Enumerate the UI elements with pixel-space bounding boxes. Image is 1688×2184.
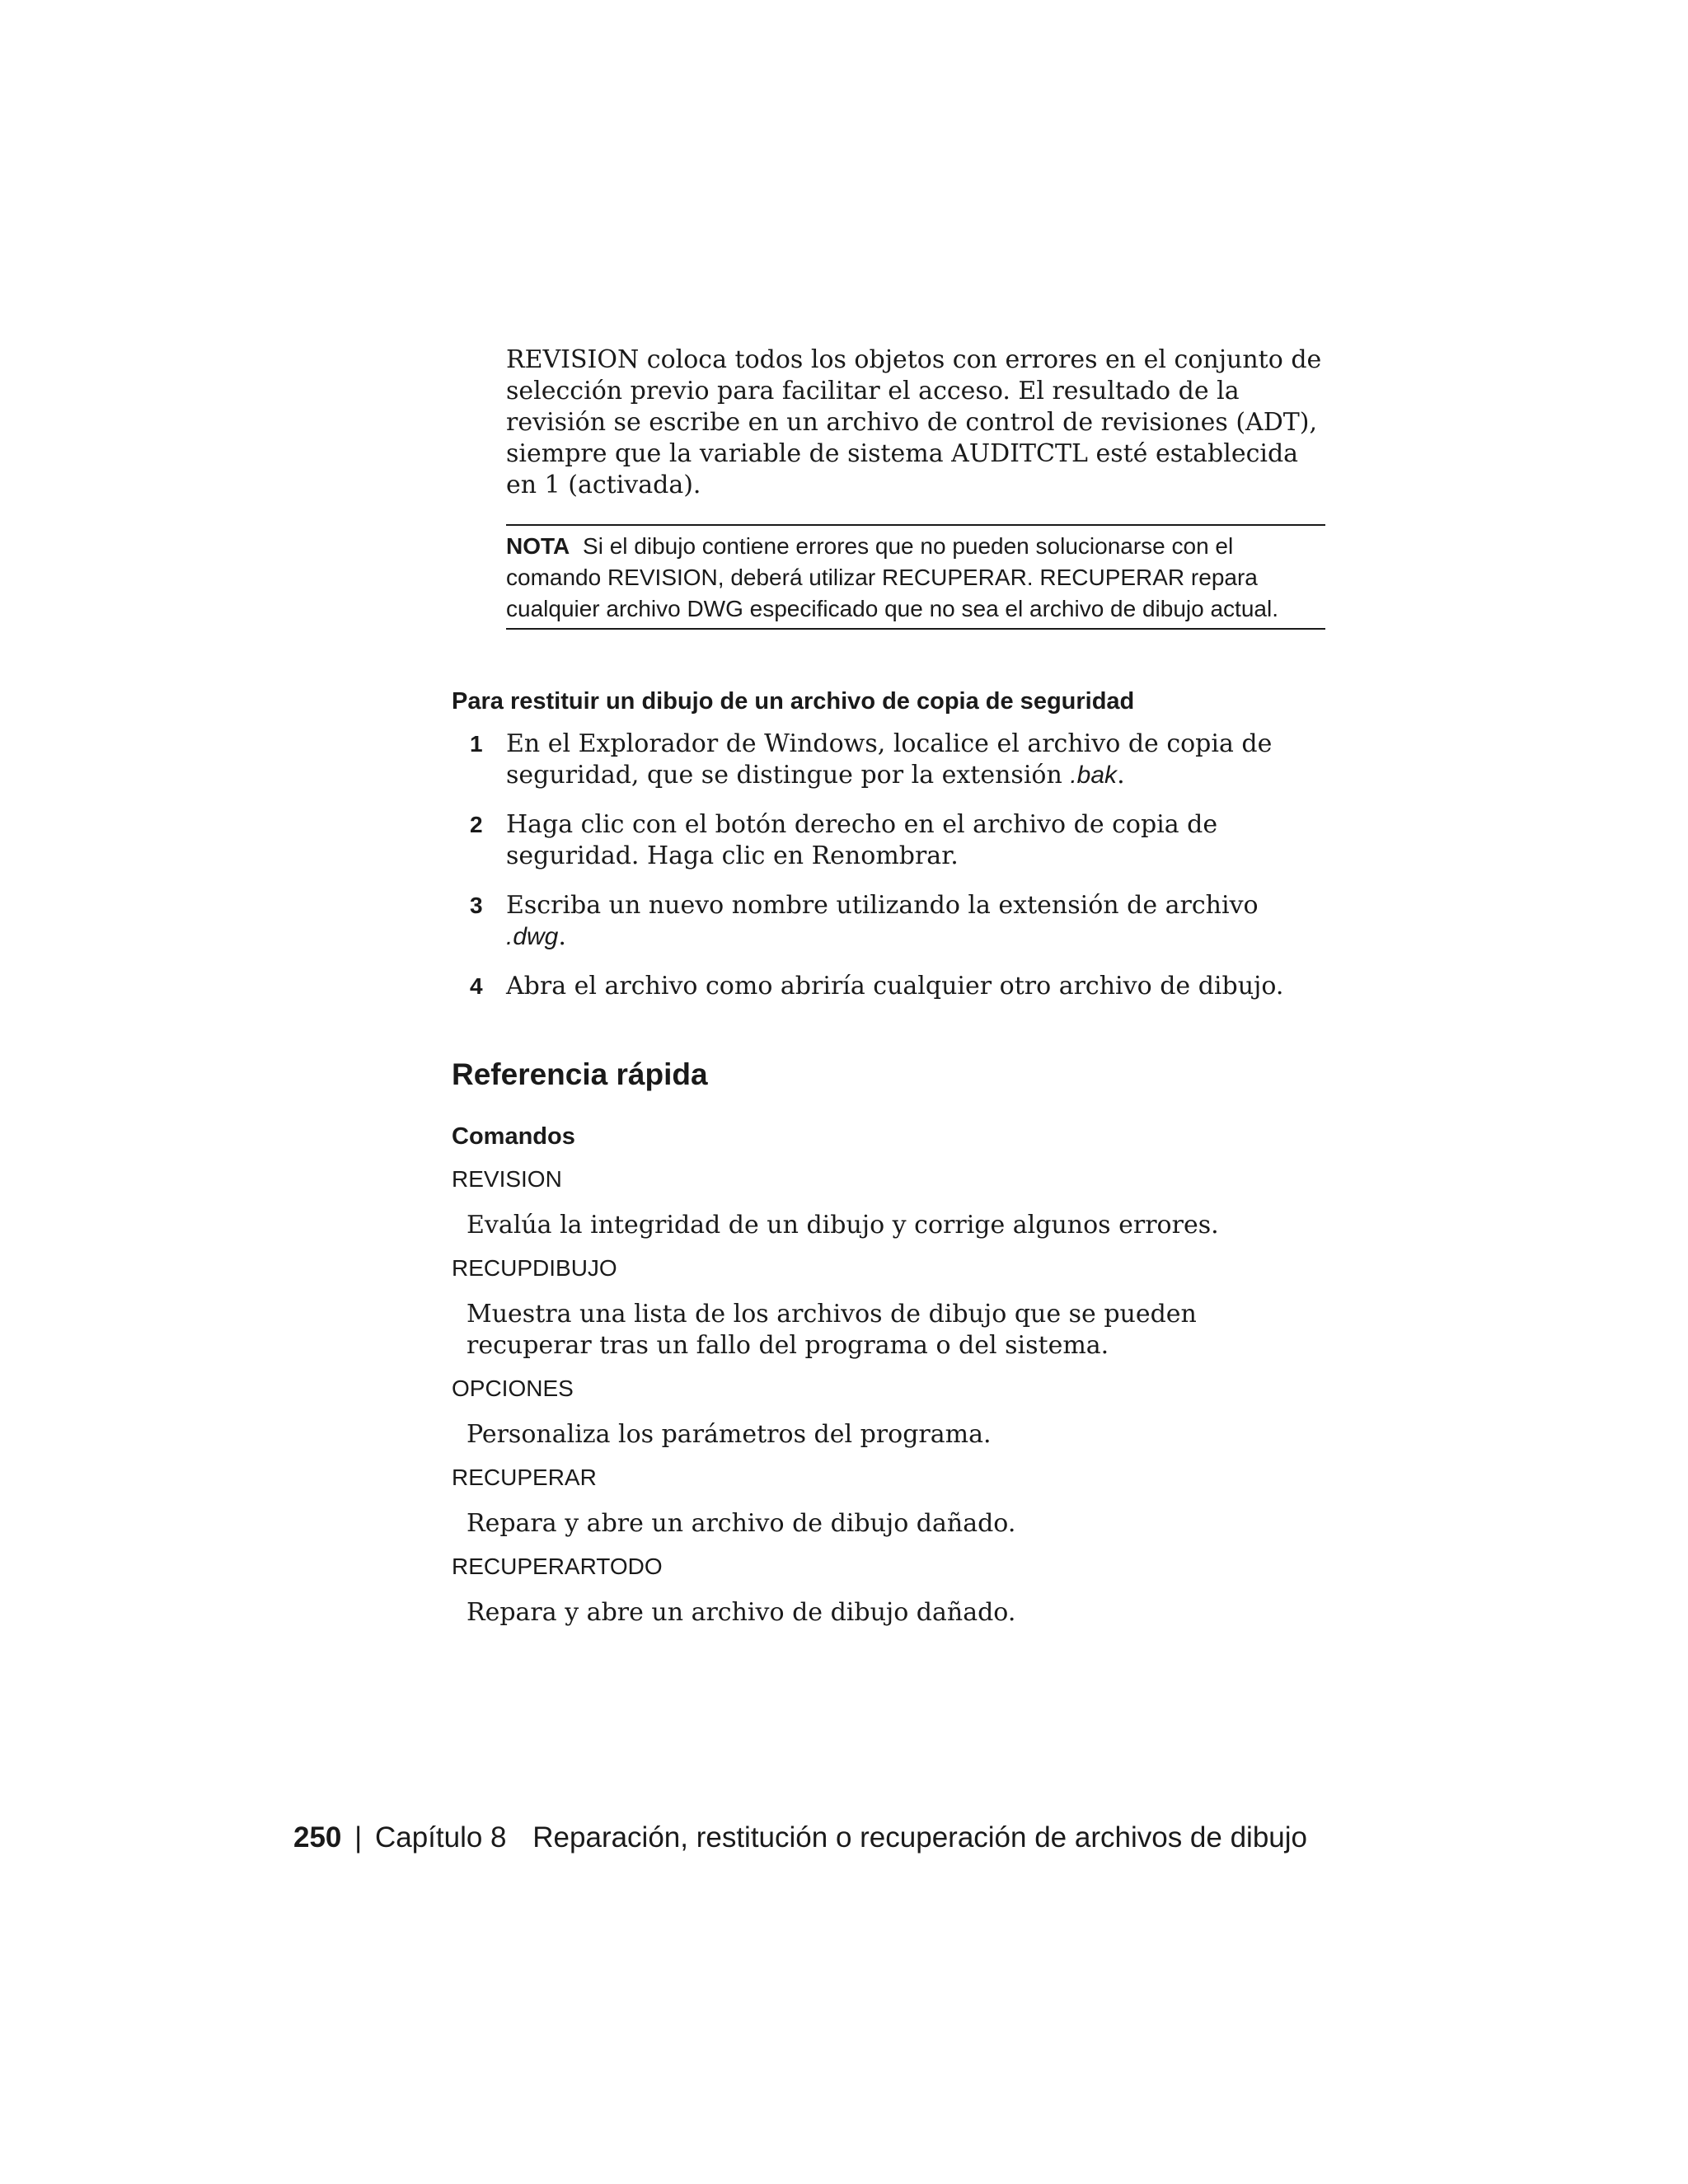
chapter-label: Capítulo 8 [374, 1821, 507, 1854]
step-number: 1 [470, 731, 483, 757]
command-description: Evalúa la integridad de un dibujo y corrige algunos errores. [467, 1211, 1219, 1240]
command-description: Repara y abre un archivo de dibujo dañado. [467, 1598, 1016, 1627]
step-extension: .dwg [506, 923, 559, 950]
footer-separator: | [354, 1821, 363, 1854]
procedure-steps [452, 729, 1325, 1002]
command-entry [452, 1253, 1325, 1361]
step-item [452, 971, 1325, 1002]
step-number: 2 [470, 812, 483, 837]
step-number: 4 [470, 973, 483, 999]
page-footer [293, 1820, 1307, 1856]
command-description: Repara y abre un archivo de dibujo dañado. [467, 1509, 1016, 1538]
note-label: NOTA [506, 533, 570, 559]
command-name: RECUPERARTODO [452, 1554, 663, 1579]
command-entry [452, 1462, 1325, 1540]
step-item [452, 890, 1325, 953]
page-content [452, 344, 1325, 1629]
intro-paragraph: REVISION coloca todos los objetos con errores en el conjunto de selección previo para facilitar el acceso. El resultado de la revisión se escribe en un archivo de control de revisiones (ADT), siempre que la variable de sistema AUDITCTL esté establecida en 1 (activada). [506, 345, 1322, 499]
command-description: Personaliza los parámetros del programa. [467, 1420, 992, 1449]
commands-title: Comandos [452, 1123, 575, 1150]
chapter-title: Reparación, restitución o recuperación de archivos de dibujo [532, 1821, 1307, 1854]
command-name: OPCIONES [452, 1376, 574, 1401]
procedure-title: Para restituir un dibujo de un archivo de copia de seguridad [452, 688, 1135, 715]
step-number: 3 [470, 893, 483, 918]
step-item [452, 729, 1325, 791]
note-text: Si el dibujo contiene errores que no pueden solucionarse con el comando REVISION, deberá utilizar RECUPERAR. RECUPERAR repara cualquier archivo DWG especificado que no sea el archivo de dibujo actual. [506, 533, 1278, 621]
command-name: RECUPDIBUJO [452, 1255, 617, 1281]
step-text: En el Explorador de Windows, localice el archivo de copia de seguridad, que se distingue por la extensión [506, 729, 1273, 790]
command-entry [452, 1551, 1325, 1629]
command-entry [452, 1373, 1325, 1451]
step-text: Abra el archivo como abriría cualquier otro archivo de dibujo. [506, 972, 1284, 1001]
step-text: Haga clic con el botón derecho en el archivo de copia de seguridad. Haga clic en Renombrar. [506, 810, 1218, 870]
command-description: Muestra una lista de los archivos de dibujo que se pueden recuperar tras un fallo del programa o del sistema. [467, 1300, 1197, 1360]
command-entry [452, 1164, 1325, 1241]
reference-title: Referencia rápida [452, 1057, 708, 1091]
step-text-end: . [558, 922, 566, 951]
step-text-end: . [1117, 761, 1125, 790]
command-name: REVISION [452, 1166, 562, 1192]
step-text: Escriba un nuevo nombre utilizando la extensión de archivo [506, 891, 1259, 920]
command-name: RECUPERAR [452, 1465, 597, 1490]
step-item [452, 809, 1325, 872]
page-number: 250 [293, 1821, 342, 1854]
step-extension: .bak [1070, 762, 1118, 789]
note-box [506, 524, 1325, 630]
